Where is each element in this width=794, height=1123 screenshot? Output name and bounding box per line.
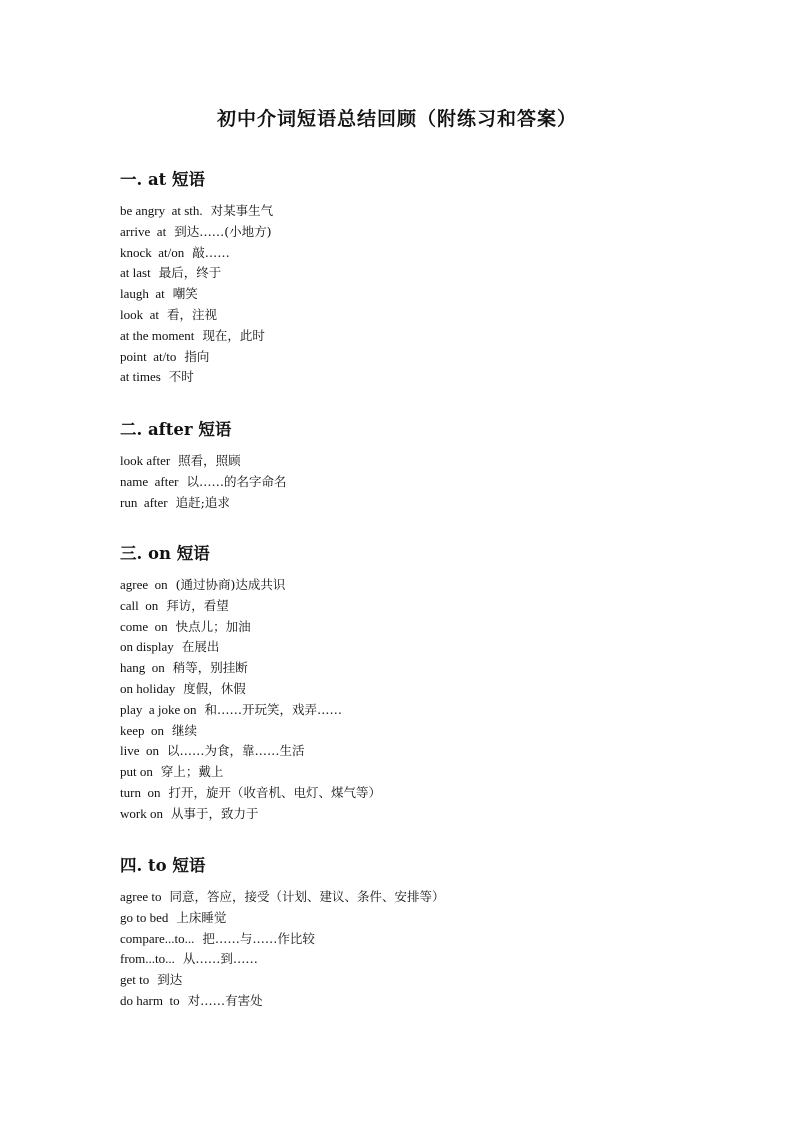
phrase-text: on display	[120, 639, 174, 655]
section-after-phrases	[120, 419, 740, 513]
phrase-text: laugh at	[120, 286, 165, 302]
phrase-meaning: 拜访，看望	[166, 597, 229, 613]
phrase-text: come on	[120, 618, 168, 634]
phrase-list	[120, 575, 740, 825]
phrase-list	[120, 201, 740, 388]
section-to-phrases	[120, 855, 740, 1012]
phrase-entry	[120, 451, 740, 472]
section-heading: 四. to 短语	[120, 856, 206, 875]
phrase-entry	[120, 929, 740, 950]
phrase-meaning: 把……与……作比较	[202, 930, 315, 946]
phrase-text: look at	[120, 306, 159, 322]
phrase-text: go to bed	[120, 909, 169, 925]
document-title: 初中介词短语总结回顾（附练习和答案）	[216, 108, 577, 130]
phrase-meaning: 指向	[184, 348, 210, 364]
phrase-entry	[120, 991, 740, 1012]
phrase-entry	[120, 970, 740, 991]
phrase-text: point at/to	[120, 348, 177, 364]
phrase-meaning: 继续	[172, 722, 198, 738]
phrase-meaning: 以……为食，靠……生活	[167, 743, 305, 759]
phrase-entry	[120, 305, 740, 326]
phrase-entry	[120, 222, 740, 243]
phrase-entry	[120, 700, 740, 721]
phrase-meaning: 上床睡觉	[176, 909, 227, 925]
phrase-meaning: 敲……	[192, 244, 230, 260]
phrase-entry	[120, 472, 740, 493]
phrase-entry	[120, 804, 740, 825]
phrase-text: put on	[120, 764, 153, 780]
phrase-list	[120, 451, 740, 513]
phrase-meaning: 从事于，致力于	[170, 805, 259, 821]
phrase-meaning: 到达……(小地方)	[174, 223, 272, 239]
phrase-entry	[120, 908, 740, 929]
phrase-meaning: 看，注视	[167, 306, 218, 322]
phrase-meaning: 最后，终于	[158, 265, 222, 281]
phrase-text: get to	[120, 972, 150, 988]
phrase-meaning: 在展出	[181, 639, 220, 655]
phrase-entry	[120, 243, 740, 264]
phrase-text: arrive at	[120, 223, 167, 239]
phrase-entry	[120, 493, 740, 514]
phrase-entry	[120, 347, 740, 368]
phrase-meaning: (通过协商)达成共识	[175, 577, 286, 592]
phrase-text: turn on	[120, 784, 161, 800]
phrase-entry	[120, 263, 740, 284]
phrase-entry	[120, 575, 740, 596]
phrase-meaning: 追赶;追求	[175, 494, 230, 510]
phrase-entry	[120, 367, 740, 388]
section-heading: 一. at 短语	[120, 170, 206, 189]
phrase-list	[120, 887, 740, 1012]
phrase-entry	[120, 637, 740, 658]
phrase-entry	[120, 887, 740, 908]
phrase-text: call on	[120, 597, 159, 613]
phrase-text: from...to...	[120, 951, 175, 967]
phrase-entry	[120, 658, 740, 679]
phrase-meaning: 稍等，别挂断	[172, 660, 248, 676]
section-heading: 三. on 短语	[120, 544, 210, 563]
phrase-text: on holiday	[120, 680, 176, 696]
phrase-text: keep on	[120, 722, 165, 738]
phrase-text: agree to	[120, 889, 162, 904]
phrase-entry	[120, 783, 740, 804]
phrase-text: at the moment	[120, 327, 195, 343]
phrase-text: compare...to...	[120, 930, 195, 946]
phrase-text: hang on	[120, 660, 165, 676]
phrase-entry	[120, 326, 740, 347]
phrase-text: at times	[120, 369, 161, 385]
phrase-text: agree on	[120, 577, 168, 592]
phrase-meaning: 穿上；戴上	[160, 764, 224, 780]
phrase-meaning: 度假，休假	[183, 680, 246, 696]
phrase-entry	[120, 741, 740, 762]
phrase-entry	[120, 949, 740, 970]
phrase-entry	[120, 721, 740, 742]
phrase-meaning: 打开，旋开（收音机、电灯、煤气等）	[168, 784, 381, 800]
phrase-meaning: 和……开玩笑，戏弄……	[204, 701, 343, 717]
phrase-text: play a joke on	[120, 701, 197, 717]
phrase-meaning: 快点儿；加油	[175, 618, 251, 634]
phrase-meaning: 对……有害处	[187, 992, 263, 1008]
phrase-entry	[120, 284, 740, 305]
phrase-text: look after	[120, 453, 171, 468]
section-heading: 二. after 短语	[120, 420, 232, 439]
phrase-meaning: 不时	[168, 369, 194, 385]
phrase-entry	[120, 679, 740, 700]
section-at-phrases	[120, 169, 740, 388]
phrase-meaning: 现在，此时	[202, 327, 265, 343]
section-on-phrases	[120, 543, 740, 825]
phrase-meaning: 嘲笑	[172, 286, 198, 302]
phrase-meaning: 照看，照顾	[178, 453, 241, 468]
phrase-text: run after	[120, 494, 168, 510]
phrase-text: work on	[120, 805, 163, 821]
phrase-meaning: 对某事生气	[210, 203, 274, 218]
phrase-text: do harm to	[120, 992, 180, 1008]
phrase-text: name after	[120, 473, 179, 489]
phrase-text: live on	[120, 743, 159, 759]
phrase-entry	[120, 201, 740, 222]
phrase-entry	[120, 762, 740, 783]
phrase-entry	[120, 617, 740, 638]
phrase-text: knock at/on	[120, 244, 185, 260]
phrase-meaning: 到达	[157, 972, 183, 988]
phrase-meaning: 从……到……	[182, 951, 258, 967]
phrase-text: at last	[120, 265, 151, 281]
phrase-text: be angry at sth.	[120, 203, 203, 218]
phrase-meaning: 同意，答应，接受（计划、建议、条件、安排等）	[169, 889, 445, 904]
phrase-meaning: 以……的名字命名	[186, 473, 287, 489]
phrase-entry	[120, 596, 740, 617]
